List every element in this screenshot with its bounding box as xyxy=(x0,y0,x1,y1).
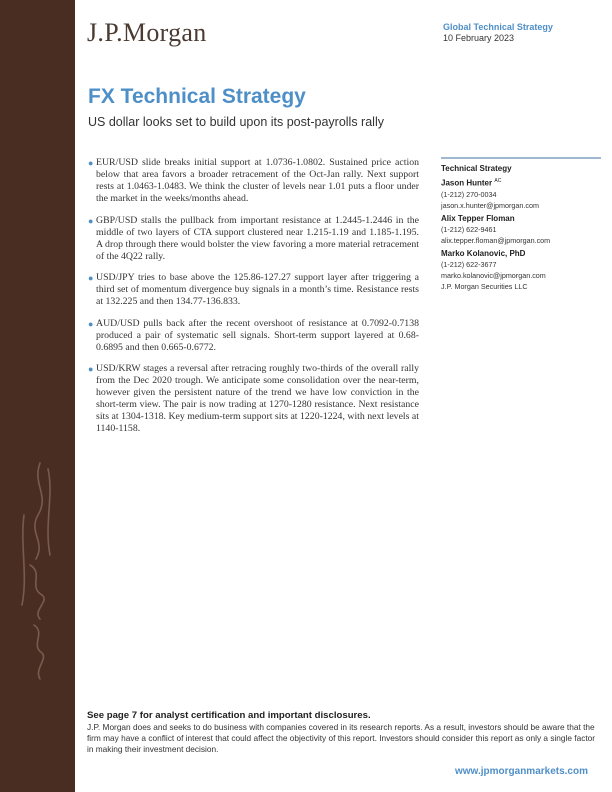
report-series: Global Technical Strategy xyxy=(443,22,553,32)
author-firm: J.P. Morgan Securities LLC xyxy=(441,281,528,291)
author-phone: (1-212) 622-3677 xyxy=(441,259,497,269)
list-item-text: USD/JPY tries to base above the 125.86-127.27 support layer after triggering a third set of momentum divergence buy signals in a month’s time. Resistance rests at 132.225 and then 134.77-136.833. xyxy=(96,272,419,307)
list-item xyxy=(88,157,419,205)
author-email[interactable]: jason.x.hunter@jpmorgan.com xyxy=(441,200,539,210)
author-panel xyxy=(441,157,601,292)
author-panel-heading: Technical Strategy xyxy=(441,164,512,173)
author-email[interactable]: alix.tepper.floman@jpmorgan.com xyxy=(441,235,551,245)
list-item-text: USD/KRW stages a reversal after retracing roughly two-thirds of the overall rally from the Dec 2020 trough. We anticipate some consolidation over the near-term, however given the persistent nature of the trend we have low conviction in the short-term view. The pair is now trading at 1270-1280 resistance. Next resistance sits at 1304-1318. Key medium-term support sits at 1220-1224, with next levels at 1140-1158. xyxy=(96,363,419,434)
list-item-text: AUD/USD pulls back after the recent overshoot of resistance at 0.7092-0.7138 produced a pair of systematic sell signals. Short-term support layered at 0.68-0.6895 and then 0.665-0.6772. xyxy=(96,317,419,353)
author-name: Jason Hunter $^{AC}$ xyxy=(441,178,502,188)
bullet-icon: ● xyxy=(88,158,94,168)
list-item-text: GBP/USD stalls the pullback from important resistance at 1.2445-1.2446 in the middle of two layers of CTA support clustered near 1.215-1.19 and 1.185-1.195. A drop through there would bolster the view favoring a more material retracement of the 4Q22 rally. xyxy=(96,214,419,262)
author-email[interactable]: marko.kolanovic@jpmorgan.com xyxy=(441,270,546,280)
bullet-icon: ● xyxy=(88,273,94,283)
disclosure-title: See page 7 for analyst certification and important disclosures. xyxy=(87,710,371,721)
bullet-icon: ● xyxy=(88,364,94,374)
bullet-icon: ● xyxy=(88,215,94,226)
list-item xyxy=(88,272,419,308)
author-phone: (1-212) 270-0034 xyxy=(441,189,497,199)
jpmorgan-logo: J.P.Morgan xyxy=(87,18,207,47)
list-item xyxy=(88,215,419,263)
header-meta xyxy=(443,22,553,44)
report-date: 10 February 2023 xyxy=(443,33,515,43)
list-item xyxy=(88,363,419,435)
list-item-text: EUR/USD slide breaks initial support at 1.0736-1.0802. Sustained price action below that area favors a broader retracement of the Oct-Jan rally. Next support rests at 1.0463-1.0483. We think the cluster of levels near 1.01 puts a floor under the market in the weeks/months ahead. xyxy=(96,157,419,204)
analyst-cert-mark: AC xyxy=(494,178,502,184)
key-points-list xyxy=(88,157,419,445)
author-name: Marko Kolanovic, PhD xyxy=(441,248,526,258)
author-phone: (1-212) 622-9461 xyxy=(441,224,497,234)
jpmorgan-watermark-icon xyxy=(10,455,66,695)
list-item xyxy=(88,318,419,354)
sidebar-band xyxy=(0,0,75,792)
page-title: FX Technical Strategy xyxy=(88,85,306,108)
author-name: Alix Tepper Floman xyxy=(441,213,515,223)
disclosure-footer xyxy=(87,710,601,755)
bullet-icon: ● xyxy=(88,318,94,329)
page-subtitle: US dollar looks set to build upon its post-payrolls rally xyxy=(88,115,384,129)
website-link[interactable]: www.jpmorganmarkets.com xyxy=(455,766,588,777)
disclosure-text: J.P. Morgan does and seeks to do business with companies covered in its research reports. As a result, investors should be aware that the firm may have a conflict of interest that could affect the objectivity of this report. Investors should consider this report as only a single factor in making their investment decision. xyxy=(87,722,596,754)
